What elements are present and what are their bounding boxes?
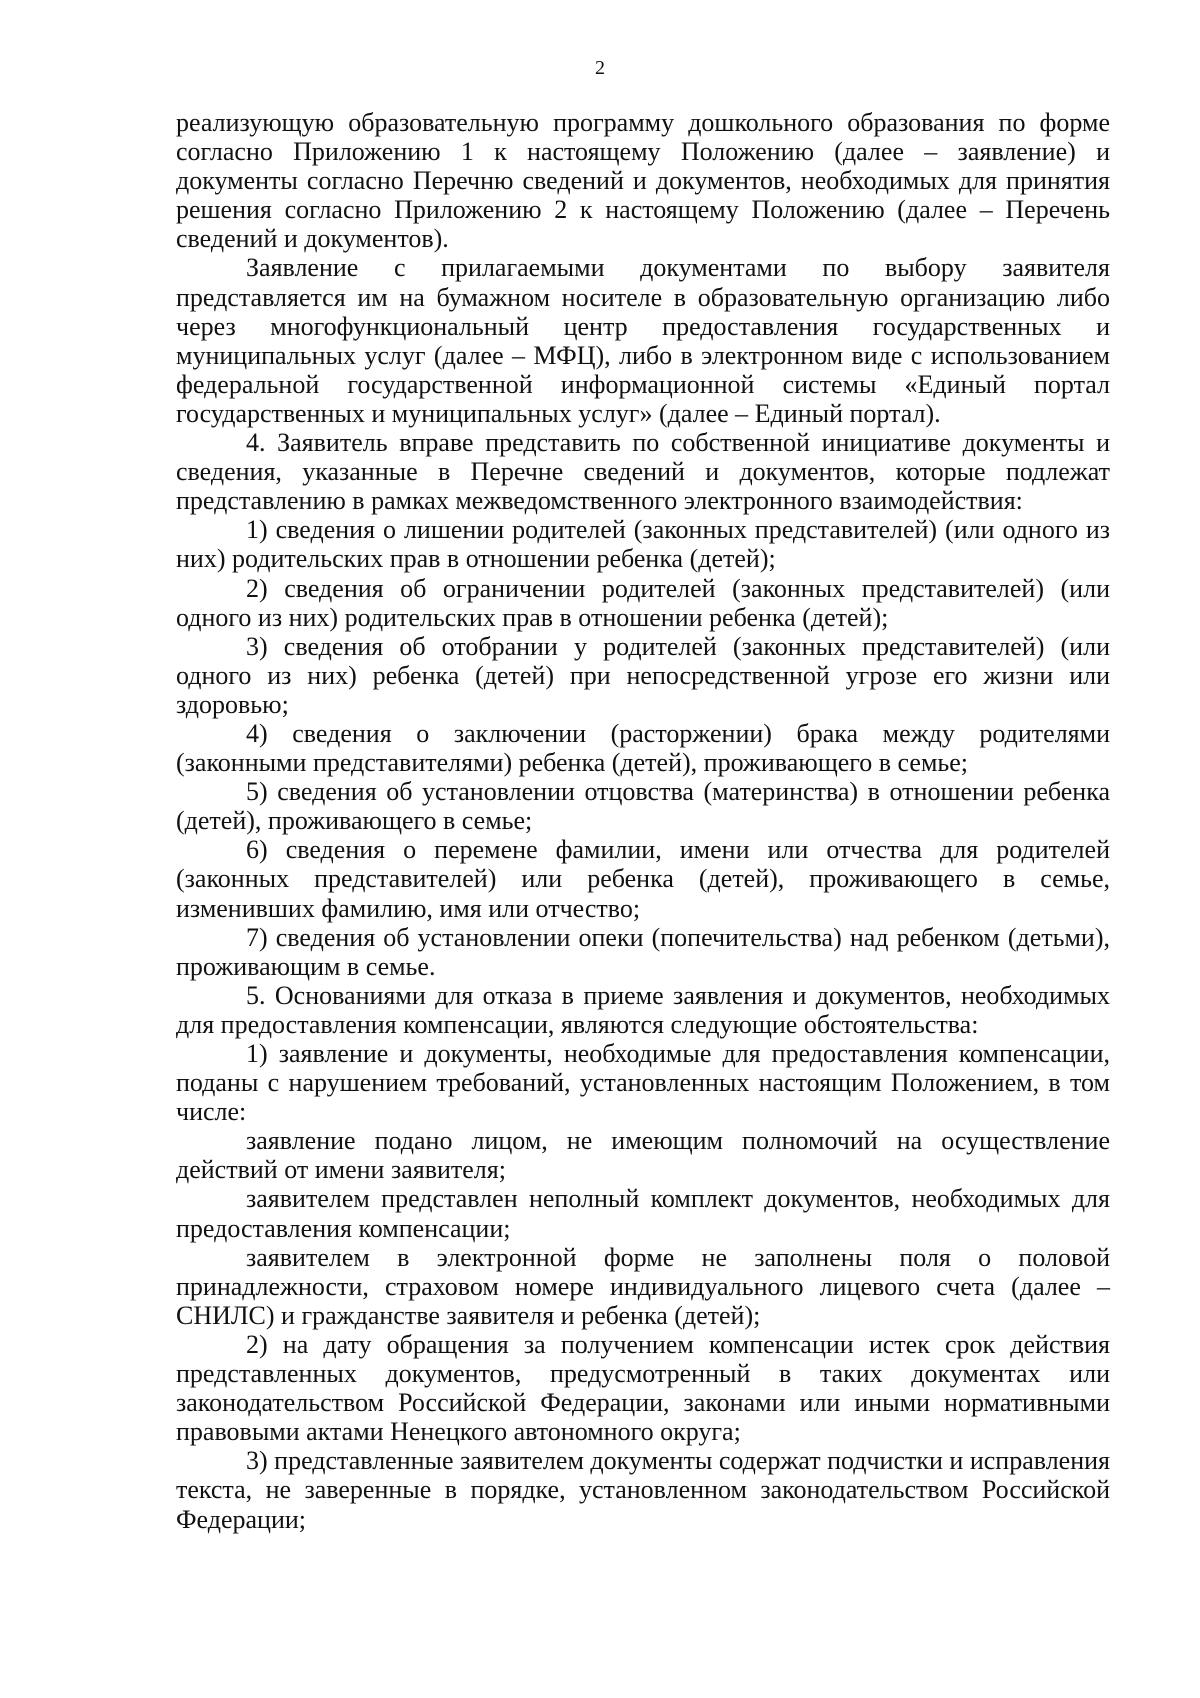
list-item-4-6: 6) сведения о перемене фамилии, имени или отчества для родителей (законных представителей) или ребенка (детей), проживающего в семье, изменивших фамилию, имя или отчество; xyxy=(176,835,1110,923)
paragraph-item-4: 4. Заявитель вправе представить по собственной инициативе документы и сведения, указанные в Перечне сведений и документов, которые подлежат представлению в рамках межведомственного электронного взаимодействия: xyxy=(176,428,1110,516)
list-item-4-3: 3) сведения об отобрании у родителей (законных представителей) (или одного из них) ребенка (детей) при непосредственной угрозе его жизни или здоровью; xyxy=(176,631,1110,719)
list-item-5-2: 2) на дату обращения за получением компенсации истек срок действия представленных документов, предусмотренный в таких документах или законодательством Российской Федерации, законами или иными нормативными правовыми актами Ненецкого автономного округа; xyxy=(176,1329,1110,1447)
paragraph-application-submission: Заявление с прилагаемыми документами по выбору заявителя представляется им на бумажном носителе в образовательную организацию либо через многофункциональный центр предоставления государственных и муниципальных услуг (далее – МФЦ), либо в электронном виде с использованием федеральной государственной информационной системы «Единый портал государственных и муниципальных услуг» (далее – Единый портал). xyxy=(176,253,1110,428)
list-item-4-4: 4) сведения о заключении (расторжении) брака между родителями (законными представителями) ребенка (детей), проживающего в семье; xyxy=(176,718,1110,778)
list-item-5-1: 1) заявление и документы, необходимые для предоставления компенсации, поданы с нарушением требований, установленных настоящим Положением, в том числе: xyxy=(176,1039,1110,1127)
document-body xyxy=(176,108,1110,1534)
sub-item-missing-fields: заявителем в электронной форме не заполнены поля о половой принадлежности, страховом номере индивидуального лицевого счета (далее – СНИЛС) и гражданстве заявителя и ребенка (детей); xyxy=(176,1242,1110,1330)
paragraph-item-5: 5. Основаниями для отказа в приеме заявления и документов, необходимых для предоставления компенсации, являются следующие обстоятельства: xyxy=(176,980,1110,1039)
list-item-4-2: 2) сведения об ограничении родителей (законных представителей) (или одного из них) родительских прав в отношении ребенка (детей); xyxy=(176,573,1110,632)
list-item-5-3: 3) представленные заявителем документы содержат подчистки и исправления текста, не заверенные в порядке, установленном законодательством Российской Федерации; xyxy=(176,1446,1110,1534)
paragraph-continuation: реализующую образовательную программу дошкольного образования по форме согласно Приложению 1 к настоящему Положению (далее – заявление) и документы согласно Перечню сведений и документов, необходимых для принятия решения согласно Приложению 2 к настоящему Положению (далее – Перечень сведений и документов). xyxy=(176,108,1110,254)
list-item-4-5: 5) сведения об установлении отцовства (материнства) в отношении ребенка (детей), проживающего в семье; xyxy=(176,777,1110,836)
list-item-4-1: 1) сведения о лишении родителей (законных представителей) (или одного из них) родительских прав в отношении ребенка (детей); xyxy=(176,515,1110,574)
page-number: 2 xyxy=(595,57,605,79)
sub-item-incomplete-documents: заявителем представлен неполный комплект документов, необходимых для предоставления компенсации; xyxy=(176,1184,1110,1243)
sub-item-unauthorized-person: заявление подано лицом, не имеющим полномочий на осуществление действий от имени заявителя; xyxy=(176,1126,1110,1185)
list-item-4-7: 7) сведения об установлении опеки (попечительства) над ребенком (детьми), проживающим в семье. xyxy=(176,922,1110,981)
